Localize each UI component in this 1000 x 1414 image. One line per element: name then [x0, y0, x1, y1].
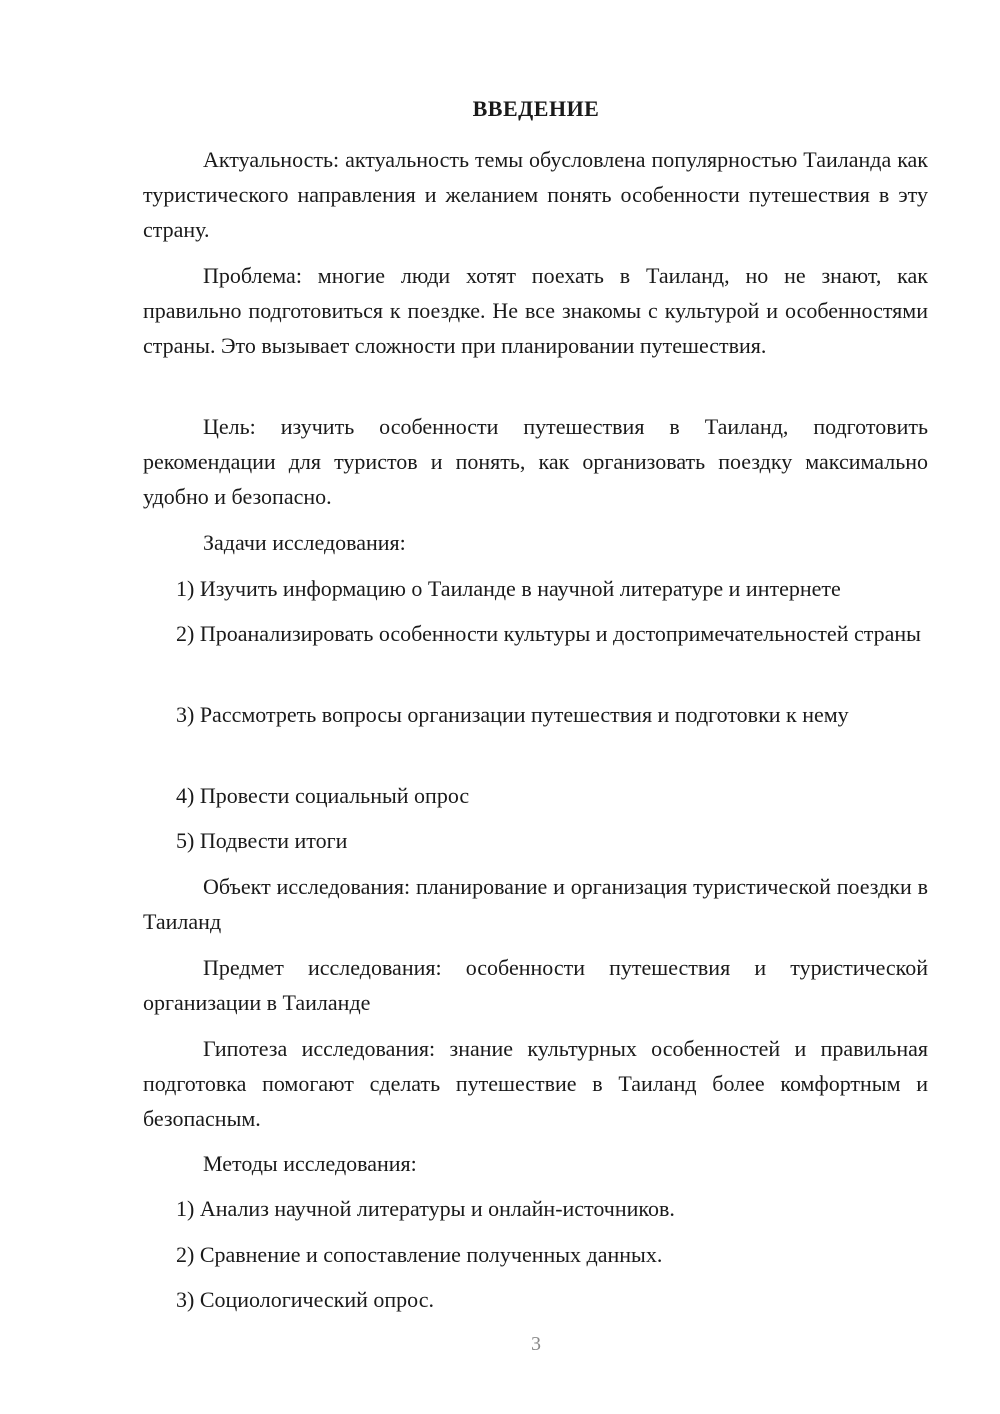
- page-title: ВВЕДЕНИЕ: [472, 96, 600, 121]
- page-number: 3: [531, 1333, 541, 1355]
- task-item-3: 3) Рассмотреть вопросы организации путешествия и подготовки к нему: [176, 702, 849, 727]
- task-item-5: 5) Подвести итоги: [176, 828, 348, 853]
- relevance-paragraph: Актуальность: актуальность темы обусловлена популярностью Таиланда как туристического направления и желанием понять особенности путешествия в эту страну.: [143, 147, 928, 242]
- object-paragraph: Объект исследования: планирование и организация туристической поездки в Таиланд: [143, 874, 928, 934]
- method-item-1: 1) Анализ научной литературы и онлайн-источников.: [176, 1196, 675, 1221]
- method-item-2: 2) Сравнение и сопоставление полученных данных.: [176, 1242, 663, 1267]
- goal-paragraph: Цель: изучить особенности путешествия в Таиланд, подготовить рекомендации для туристов и понять, как организовать поездку максимально удобно и безопасно.: [143, 414, 928, 509]
- hypothesis-paragraph: Гипотеза исследования: знание культурных особенностей и правильная подготовка помогают сделать путешествие в Таиланд более комфортным и безопасным.: [143, 1036, 928, 1131]
- task-item-1: 1) Изучить информацию о Таиланде в научной литературе и интернете: [176, 576, 841, 601]
- method-item-3: 3) Социологический опрос.: [176, 1287, 434, 1312]
- methods-heading: Методы исследования:: [203, 1151, 417, 1176]
- subject-paragraph: Предмет исследования: особенности путешествия и туристической организации в Таиланде: [143, 955, 928, 1015]
- task-item-2: 2) Проанализировать особенности культуры и достопримечательностей страны: [176, 621, 921, 646]
- tasks-heading: Задачи исследования:: [203, 530, 406, 555]
- problem-paragraph: Проблема: многие люди хотят поехать в Таиланд, но не знают, как правильно подготовиться к поездке. Не все знакомы с культурой и особенностями страны. Это вызывает сложности при планировании путешествия.: [143, 263, 928, 358]
- task-item-4: 4) Провести социальный опрос: [176, 783, 470, 808]
